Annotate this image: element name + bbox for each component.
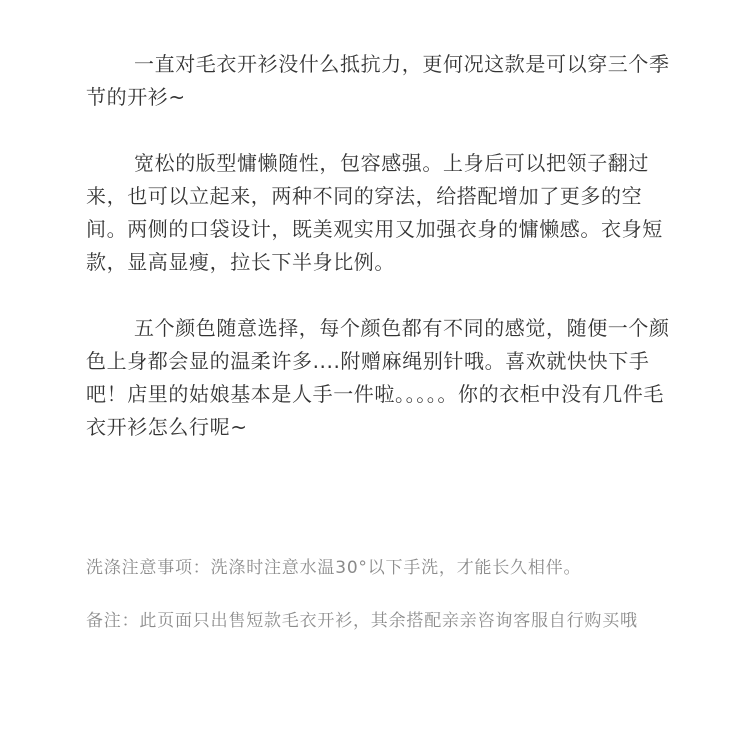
product-notes [86,553,676,637]
description-paragraph-colors: 五个颜色随意选择，每个颜色都有不同的感觉，随便一个颜色上身都会显的温柔许多....附赠麻绳别针哦。喜欢就快快下手吧！店里的姑娘基本是人手一件啦。。。。。你的衣柜中没有几件毛衣开衫怎么行呢~ [86,316,670,439]
remark-note: 备注：此页面只出售短款毛衣开衫，其余搭配亲亲咨询客服自行购买哦 [86,611,638,631]
washing-instructions: 洗涤注意事项：洗涤时注意水温30°以下手洗，才能长久相伴。 [86,558,582,578]
product-description [86,48,676,444]
description-paragraph-style: 宽松的版型慵懒随性，包容感强。上身后可以把领子翻过来，也可以立起来，两种不同的穿法，给搭配增加了更多的空间。两侧的口袋设计，既美观实用又加强衣身的慵懒感。衣身短款，显高显瘦，拉长下半身比例。 [86,151,663,274]
description-paragraph-intro: 一直对毛衣开衫没什么抵抗力，更何况这款是可以穿三个季节的开衫~ [86,52,670,109]
